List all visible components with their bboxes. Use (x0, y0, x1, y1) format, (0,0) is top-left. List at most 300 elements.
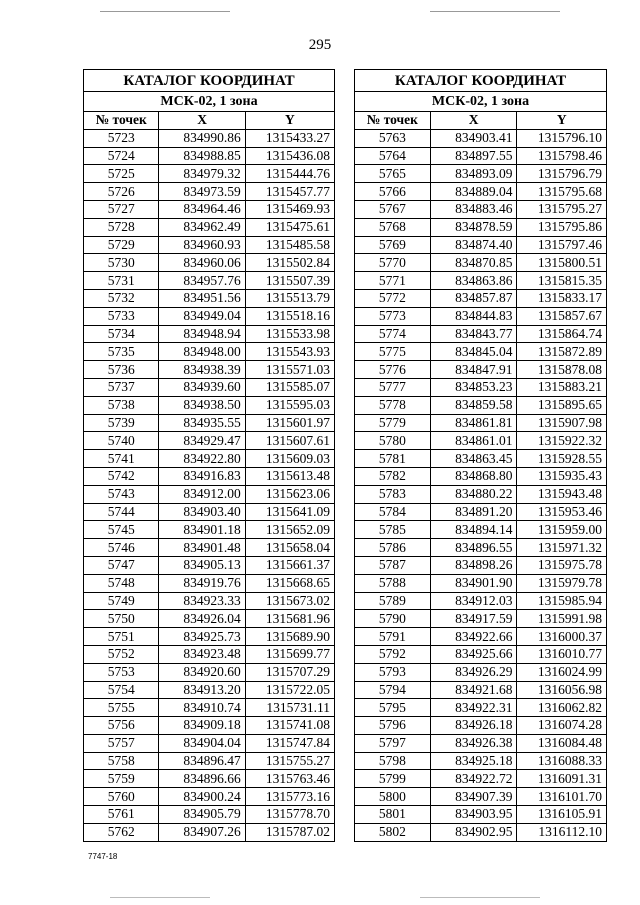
table-row (84, 432, 335, 450)
point-number-cell: 5755 (84, 699, 159, 717)
point-number-cell: 5743 (84, 485, 159, 503)
table-row (84, 770, 335, 788)
y-cell: 1316056.98 (517, 681, 607, 699)
table-row (355, 254, 607, 272)
scan-edge-line (430, 11, 560, 12)
point-number-cell: 5725 (84, 165, 159, 183)
point-number-cell: 5735 (84, 343, 159, 361)
point-number-cell: 5779 (355, 414, 431, 432)
table-row (355, 574, 607, 592)
y-cell: 1315518.16 (245, 307, 334, 325)
point-number-cell: 5737 (84, 378, 159, 396)
x-cell: 834960.93 (159, 236, 245, 254)
x-cell: 834896.55 (430, 539, 517, 557)
y-cell: 1315641.09 (245, 503, 334, 521)
x-cell: 834901.48 (159, 539, 245, 557)
point-number-cell: 5799 (355, 770, 431, 788)
x-cell: 834843.77 (430, 325, 517, 343)
y-cell: 1315681.96 (245, 610, 334, 628)
header-x: X (430, 112, 517, 130)
point-number-cell: 5793 (355, 663, 431, 681)
table-row (84, 200, 335, 218)
x-cell: 834926.38 (430, 734, 517, 752)
table-row (84, 717, 335, 735)
y-cell: 1315795.68 (517, 183, 607, 201)
table-row (84, 414, 335, 432)
x-cell: 834909.18 (159, 717, 245, 735)
x-cell: 834889.04 (430, 183, 517, 201)
x-cell: 834863.45 (430, 450, 517, 468)
x-cell: 834861.01 (430, 432, 517, 450)
point-number-cell: 5800 (355, 788, 431, 806)
table-row (355, 752, 607, 770)
y-cell: 1315595.03 (245, 396, 334, 414)
y-cell: 1315609.03 (245, 450, 334, 468)
table-row (84, 361, 335, 379)
x-cell: 834922.72 (430, 770, 517, 788)
y-cell: 1315935.43 (517, 467, 607, 485)
y-cell: 1315800.51 (517, 254, 607, 272)
table-row (355, 432, 607, 450)
point-number-cell: 5740 (84, 432, 159, 450)
table-row (355, 325, 607, 343)
y-cell: 1315971.32 (517, 539, 607, 557)
y-cell: 1315502.84 (245, 254, 334, 272)
table-row (355, 521, 607, 539)
x-cell: 834883.46 (430, 200, 517, 218)
x-cell: 834921.68 (430, 681, 517, 699)
point-number-cell: 5739 (84, 414, 159, 432)
x-cell: 834901.90 (430, 574, 517, 592)
y-cell: 1315707.29 (245, 663, 334, 681)
point-number-cell: 5770 (355, 254, 431, 272)
x-cell: 834905.13 (159, 556, 245, 574)
y-cell: 1315798.46 (517, 147, 607, 165)
y-cell: 1315668.65 (245, 574, 334, 592)
x-cell: 834896.66 (159, 770, 245, 788)
point-number-cell: 5742 (84, 467, 159, 485)
point-number-cell: 5792 (355, 645, 431, 663)
y-cell: 1315795.86 (517, 218, 607, 236)
x-cell: 834902.95 (430, 823, 517, 841)
point-number-cell: 5736 (84, 361, 159, 379)
y-cell: 1316091.31 (517, 770, 607, 788)
table-row (355, 770, 607, 788)
x-cell: 834913.20 (159, 681, 245, 699)
x-cell: 834988.85 (159, 147, 245, 165)
scan-edge-line (100, 11, 230, 12)
x-cell: 834870.85 (430, 254, 517, 272)
y-cell: 1315928.55 (517, 450, 607, 468)
table-row (84, 236, 335, 254)
x-cell: 834951.56 (159, 289, 245, 307)
y-cell: 1315778.70 (245, 806, 334, 824)
x-cell: 834990.86 (159, 129, 245, 147)
y-cell: 1315922.32 (517, 432, 607, 450)
x-cell: 834957.76 (159, 272, 245, 290)
table-row (355, 183, 607, 201)
point-number-cell: 5775 (355, 343, 431, 361)
point-number-cell: 5789 (355, 592, 431, 610)
table-row (84, 539, 335, 557)
x-cell: 834905.79 (159, 806, 245, 824)
x-cell: 834847.91 (430, 361, 517, 379)
y-cell: 1315878.08 (517, 361, 607, 379)
y-cell: 1315513.79 (245, 289, 334, 307)
x-cell: 834868.80 (430, 467, 517, 485)
point-number-cell: 5734 (84, 325, 159, 343)
point-number-cell: 5798 (355, 752, 431, 770)
footer-code: 7747-18 (88, 852, 118, 861)
table-row (355, 788, 607, 806)
y-cell: 1315985.94 (517, 592, 607, 610)
point-number-cell: 5801 (355, 806, 431, 824)
x-cell: 834853.23 (430, 378, 517, 396)
table-row (84, 681, 335, 699)
table-row (84, 699, 335, 717)
table-row (84, 788, 335, 806)
x-cell: 834912.00 (159, 485, 245, 503)
y-cell: 1315436.08 (245, 147, 334, 165)
catalog-title: КАТАЛОГ КООРДИНАТ (355, 70, 607, 92)
table-row (84, 396, 335, 414)
table-row (84, 645, 335, 663)
point-number-cell: 5787 (355, 556, 431, 574)
coordinate-catalog-left (83, 69, 335, 842)
y-cell: 1316088.33 (517, 752, 607, 770)
table-row (355, 592, 607, 610)
table-row (355, 681, 607, 699)
point-number-cell: 5758 (84, 752, 159, 770)
y-cell: 1316010.77 (517, 645, 607, 663)
point-number-cell: 5747 (84, 556, 159, 574)
x-cell: 834938.50 (159, 396, 245, 414)
table-row (355, 556, 607, 574)
x-cell: 834979.32 (159, 165, 245, 183)
point-number-cell: 5756 (84, 717, 159, 735)
point-number-cell: 5761 (84, 806, 159, 824)
y-cell: 1316084.48 (517, 734, 607, 752)
x-cell: 834925.73 (159, 628, 245, 646)
x-cell: 834910.74 (159, 699, 245, 717)
y-cell: 1316074.28 (517, 717, 607, 735)
table-row (355, 485, 607, 503)
x-cell: 834917.59 (430, 610, 517, 628)
point-number-cell: 5760 (84, 788, 159, 806)
table-row (355, 361, 607, 379)
point-number-cell: 5748 (84, 574, 159, 592)
point-number-cell: 5723 (84, 129, 159, 147)
x-cell: 834857.87 (430, 289, 517, 307)
point-number-cell: 5797 (355, 734, 431, 752)
point-number-cell: 5774 (355, 325, 431, 343)
y-cell: 1315661.37 (245, 556, 334, 574)
point-number-cell: 5746 (84, 539, 159, 557)
x-cell: 834861.81 (430, 414, 517, 432)
x-cell: 834922.80 (159, 450, 245, 468)
catalog-subtitle: МСК-02, 1 зона (84, 92, 335, 112)
x-cell: 834903.41 (430, 129, 517, 147)
x-cell: 834923.33 (159, 592, 245, 610)
point-number-cell: 5763 (355, 129, 431, 147)
y-cell: 1315943.48 (517, 485, 607, 503)
table-row (355, 200, 607, 218)
point-number-cell: 5741 (84, 450, 159, 468)
y-cell: 1315864.74 (517, 325, 607, 343)
x-cell: 834938.39 (159, 361, 245, 379)
y-cell: 1315833.17 (517, 289, 607, 307)
point-number-cell: 5749 (84, 592, 159, 610)
point-number-cell: 5796 (355, 717, 431, 735)
table-row (84, 806, 335, 824)
catalog-body (355, 129, 607, 841)
point-number-cell: 5776 (355, 361, 431, 379)
y-cell: 1316024.99 (517, 663, 607, 681)
x-cell: 834922.31 (430, 699, 517, 717)
table-row (355, 734, 607, 752)
table-row (355, 236, 607, 254)
x-cell: 834926.29 (430, 663, 517, 681)
point-number-cell: 5724 (84, 147, 159, 165)
point-number-cell: 5729 (84, 236, 159, 254)
point-number-cell: 5769 (355, 236, 431, 254)
point-number-cell: 5726 (84, 183, 159, 201)
table-row (84, 218, 335, 236)
y-cell: 1315979.78 (517, 574, 607, 592)
y-cell: 1315457.77 (245, 183, 334, 201)
scan-edge-line (420, 897, 540, 898)
x-cell: 834935.55 (159, 414, 245, 432)
x-cell: 834903.40 (159, 503, 245, 521)
table-row (355, 414, 607, 432)
y-cell: 1315796.79 (517, 165, 607, 183)
table-row (355, 806, 607, 824)
x-cell: 834920.60 (159, 663, 245, 681)
point-number-cell: 5791 (355, 628, 431, 646)
point-number-cell: 5751 (84, 628, 159, 646)
y-cell: 1315533.98 (245, 325, 334, 343)
table-row (84, 129, 335, 147)
table-row (84, 307, 335, 325)
point-number-cell: 5730 (84, 254, 159, 272)
point-number-cell: 5728 (84, 218, 159, 236)
table-row (84, 628, 335, 646)
x-cell: 834896.47 (159, 752, 245, 770)
point-number-cell: 5745 (84, 521, 159, 539)
table-row (355, 450, 607, 468)
y-cell: 1316112.10 (517, 823, 607, 841)
y-cell: 1315741.08 (245, 717, 334, 735)
y-cell: 1315433.27 (245, 129, 334, 147)
y-cell: 1315652.09 (245, 521, 334, 539)
x-cell: 834845.04 (430, 343, 517, 361)
y-cell: 1316105.91 (517, 806, 607, 824)
x-cell: 834903.95 (430, 806, 517, 824)
table-row (355, 467, 607, 485)
y-cell: 1316062.82 (517, 699, 607, 717)
table-row (84, 752, 335, 770)
point-number-cell: 5753 (84, 663, 159, 681)
x-cell: 834907.26 (159, 823, 245, 841)
header-point-number: № точек (84, 112, 159, 130)
y-cell: 1315469.93 (245, 200, 334, 218)
point-number-cell: 5727 (84, 200, 159, 218)
table-row (355, 147, 607, 165)
catalog-body (84, 129, 335, 841)
x-cell: 834916.83 (159, 467, 245, 485)
table-row (84, 289, 335, 307)
table-row (84, 734, 335, 752)
point-number-cell: 5738 (84, 396, 159, 414)
table-row (355, 165, 607, 183)
table-row (84, 610, 335, 628)
table-row (84, 254, 335, 272)
y-cell: 1315571.03 (245, 361, 334, 379)
page-number: 295 (308, 37, 332, 53)
y-cell: 1315699.77 (245, 645, 334, 663)
table-row (355, 272, 607, 290)
x-cell: 834900.24 (159, 788, 245, 806)
table-row (355, 717, 607, 735)
header-y: Y (245, 112, 334, 130)
point-number-cell: 5733 (84, 307, 159, 325)
table-row (355, 218, 607, 236)
table-row (355, 129, 607, 147)
x-cell: 834880.22 (430, 485, 517, 503)
y-cell: 1315796.10 (517, 129, 607, 147)
header-y: Y (517, 112, 607, 130)
y-cell: 1315895.65 (517, 396, 607, 414)
x-cell: 834949.04 (159, 307, 245, 325)
point-number-cell: 5780 (355, 432, 431, 450)
table-row (84, 503, 335, 521)
point-number-cell: 5744 (84, 503, 159, 521)
x-cell: 834922.66 (430, 628, 517, 646)
y-cell: 1315607.61 (245, 432, 334, 450)
point-number-cell: 5766 (355, 183, 431, 201)
x-cell: 834973.59 (159, 183, 245, 201)
point-number-cell: 5783 (355, 485, 431, 503)
x-cell: 834904.04 (159, 734, 245, 752)
table-row (355, 628, 607, 646)
point-number-cell: 5790 (355, 610, 431, 628)
y-cell: 1315747.84 (245, 734, 334, 752)
table-row (355, 663, 607, 681)
coordinate-catalog-right (354, 69, 607, 842)
y-cell: 1315755.27 (245, 752, 334, 770)
x-cell: 834948.94 (159, 325, 245, 343)
y-cell: 1315613.48 (245, 467, 334, 485)
table-row (355, 378, 607, 396)
x-cell: 834964.46 (159, 200, 245, 218)
point-number-cell: 5784 (355, 503, 431, 521)
point-number-cell: 5802 (355, 823, 431, 841)
point-number-cell: 5788 (355, 574, 431, 592)
table-row (355, 610, 607, 628)
x-cell: 834898.26 (430, 556, 517, 574)
y-cell: 1315485.58 (245, 236, 334, 254)
table-row (84, 823, 335, 841)
point-number-cell: 5773 (355, 307, 431, 325)
point-number-cell: 5764 (355, 147, 431, 165)
point-number-cell: 5785 (355, 521, 431, 539)
y-cell: 1315959.00 (517, 521, 607, 539)
table-row (84, 592, 335, 610)
x-cell: 834939.60 (159, 378, 245, 396)
x-cell: 834874.40 (430, 236, 517, 254)
y-cell: 1315872.89 (517, 343, 607, 361)
y-cell: 1315673.02 (245, 592, 334, 610)
point-number-cell: 5731 (84, 272, 159, 290)
x-cell: 834926.18 (430, 717, 517, 735)
y-cell: 1315795.27 (517, 200, 607, 218)
point-number-cell: 5754 (84, 681, 159, 699)
y-cell: 1316101.70 (517, 788, 607, 806)
y-cell: 1315907.98 (517, 414, 607, 432)
point-number-cell: 5767 (355, 200, 431, 218)
table-row (84, 450, 335, 468)
point-number-cell: 5786 (355, 539, 431, 557)
y-cell: 1315475.61 (245, 218, 334, 236)
x-cell: 834925.18 (430, 752, 517, 770)
y-cell: 1315991.98 (517, 610, 607, 628)
point-number-cell: 5732 (84, 289, 159, 307)
point-number-cell: 5795 (355, 699, 431, 717)
table-row (355, 539, 607, 557)
point-number-cell: 5777 (355, 378, 431, 396)
table-row (355, 396, 607, 414)
y-cell: 1315658.04 (245, 539, 334, 557)
point-number-cell: 5782 (355, 467, 431, 485)
y-cell: 1315623.06 (245, 485, 334, 503)
table-row (84, 521, 335, 539)
point-number-cell: 5778 (355, 396, 431, 414)
point-number-cell: 5762 (84, 823, 159, 841)
point-number-cell: 5750 (84, 610, 159, 628)
table-row (84, 556, 335, 574)
y-cell: 1315601.97 (245, 414, 334, 432)
x-cell: 834925.66 (430, 645, 517, 663)
x-cell: 834919.76 (159, 574, 245, 592)
x-cell: 834901.18 (159, 521, 245, 539)
x-cell: 834894.14 (430, 521, 517, 539)
point-number-cell: 5759 (84, 770, 159, 788)
point-number-cell: 5752 (84, 645, 159, 663)
point-number-cell: 5772 (355, 289, 431, 307)
table-row (84, 165, 335, 183)
y-cell: 1315857.67 (517, 307, 607, 325)
y-cell: 1315787.02 (245, 823, 334, 841)
table-row (84, 485, 335, 503)
table-row (355, 699, 607, 717)
scan-edge-line (110, 897, 210, 898)
table-row (84, 343, 335, 361)
x-cell: 834962.49 (159, 218, 245, 236)
table-row (84, 467, 335, 485)
table-row (84, 183, 335, 201)
table-row (84, 378, 335, 396)
x-cell: 834891.20 (430, 503, 517, 521)
y-cell: 1315763.46 (245, 770, 334, 788)
x-cell: 834912.03 (430, 592, 517, 610)
table-row (84, 272, 335, 290)
y-cell: 1315689.90 (245, 628, 334, 646)
x-cell: 834893.09 (430, 165, 517, 183)
y-cell: 1315444.76 (245, 165, 334, 183)
table-row (355, 823, 607, 841)
x-cell: 834948.00 (159, 343, 245, 361)
x-cell: 834907.39 (430, 788, 517, 806)
